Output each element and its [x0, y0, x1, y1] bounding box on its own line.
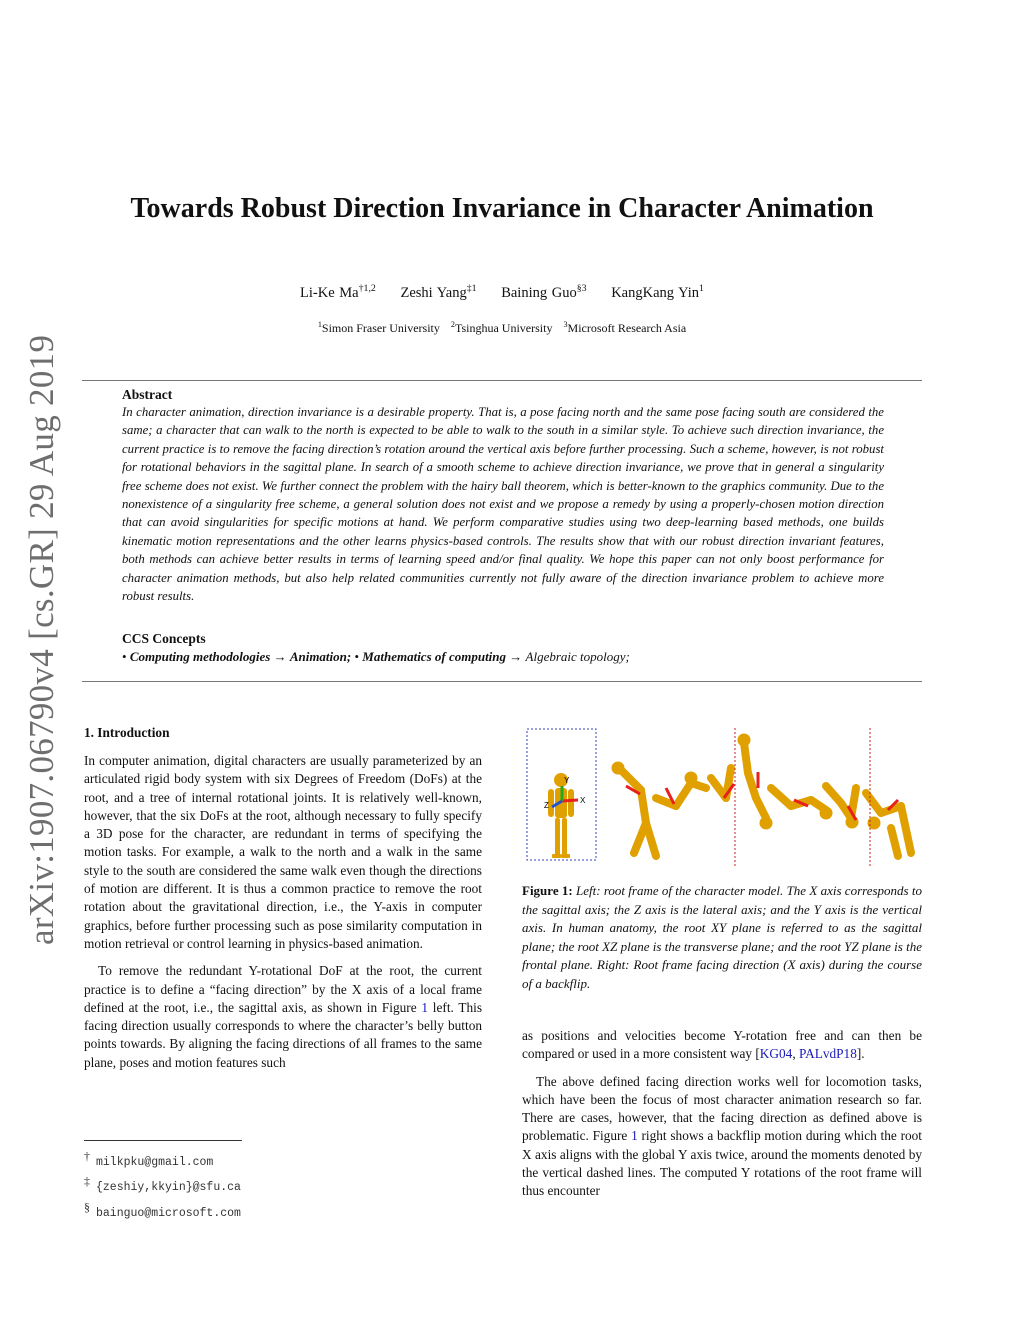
citation-link[interactable]: KG04	[759, 1046, 793, 1062]
right-column	[522, 1027, 922, 1201]
section-heading-introduction: 1. Introduction	[84, 725, 170, 740]
ccs-heading: CCS Concepts	[122, 631, 206, 646]
abstract-section	[122, 387, 884, 605]
intro-paragraph-1: In computer animation, digital characters are usually parameterized by an articulated rigid body system with six Degrees of Freedom (DoFs) at the root, and a tree of internal rotational joints. It is relatively well-known, however, that the six DoFs at the root, although necessary to fully specify a 3D pose for the character, are redundant in terms of specifying the motion tasks. For example, a walk to the north and a walk in the same style to the south are considered the same walk even though the directions of motion are different. It is thus a common practice to remove the root rotation about the gravitational direction, i.e., the Y-axis in computer graphics, before further processing such as pose similarity computation in motion retrieval or control learning in physics-based animation.	[84, 753, 482, 951]
arxiv-sidebar	[20, 334, 61, 945]
figure-1-illustration	[526, 728, 922, 868]
author: Zeshi Yang$^{\ddagger 1}$	[400, 283, 477, 301]
affiliation-list	[0, 320, 1004, 336]
footnote-divider	[84, 1140, 242, 1141]
left-column	[84, 752, 482, 1072]
intro-paragraph-2: To remove the redundant Y-rotational DoF at the root, the current practice is to define a “facing direction” by the X axis of a local frame defined at the root, i.e., the sagittal axis, as shown in Figure 1 left. This facing direction usually corresponds to where the character’s belly button points towards. By aligning the facing directions of all frames to the same plane, poses and motion features such	[84, 963, 482, 1070]
caption-label: Figure 1:	[522, 883, 573, 898]
paper-title: Towards Robust Direction Invariance in Character Animation	[130, 193, 874, 224]
ccs-section	[122, 631, 884, 665]
figure-ref-link[interactable]: 1	[631, 1128, 638, 1144]
footnote: † milkpku@gmail.com	[84, 1149, 214, 1169]
x-axis-arrow	[562, 800, 578, 801]
intro-paragraph-3: The above defined facing direction works well for locomotion tasks, which have been the focus of most character animation research so far. There are cases, however, that the facing direction as defined above is problematic. Figure 1 right shows a backflip motion during which the root X axis aligns with the global Y axis twice, around the moments denoted by the vertical dashed lines. The computed Y rotations of the root frame will thus encounter	[522, 1073, 922, 1199]
affiliation: $^1$Simon Fraser University	[317, 320, 440, 335]
standing-character	[548, 773, 574, 858]
axis-label-z: Z	[544, 801, 549, 810]
footnotes	[84, 1147, 484, 1223]
arxiv-id: arXiv:1907.06790v4 [cs.GR] 29 Aug 2019	[22, 334, 61, 945]
citation-link[interactable]: PALvdP18	[798, 1046, 857, 1062]
bottom-divider	[82, 681, 922, 682]
abstract-text: In character animation, direction invariance is a desirable property. That is, a pose facing north and the same pose facing south are considered the same; a character that can walk to the north is expected to be able to walk to the south in a similar style. To achieve such direction invariance, the current practice is to remove the facing direction’s rotation around the vertical axis before further processing. Such a scheme, however, is not robust for rotational behaviors in the sagittal plane. In search of a smooth scheme to achieve direction invariance, we prove that in general a singularity free scheme does not exist. We further connect the problem with the hairy ball theorem, which is better-known to the graphics community. Due to the nonexistence of a singularity free scheme, a general solution does not exist and we propose a remedy by using a properly-chosen motion direction that can avoid singularities for specific motions at hand. We perform comparative studies using two deep-learning based methods, one builds kinematic motion representations and the other learns physics-based controls. The results show that with our robust direction invariant features, both methods can achieve better results in terms of learning speed and/or final quality. We hope this paper can not only boost performance for character animation methods, but also help related communities currently not fully aware of the direction invariance problem to achieve more robust results.	[122, 405, 884, 604]
author: KangKang Yin$^1$	[611, 283, 704, 301]
axis-label-x: X	[580, 796, 586, 805]
ccs-concepts: • Computing methodologies → Animation; • Mathematics of computing → Algebraic topology;	[122, 649, 630, 664]
affiliation: $^2$Tsinghua University	[450, 320, 553, 335]
figure-1	[526, 728, 922, 868]
abstract-heading: Abstract	[122, 387, 173, 402]
axis-label-y: Y	[564, 776, 570, 785]
figure-ref-link[interactable]: 1	[421, 999, 429, 1015]
figure-1-caption	[522, 882, 922, 994]
author: Li-Ke Ma$^{\dagger 1,2}$	[300, 283, 376, 301]
top-divider	[82, 380, 922, 381]
intro-paragraph-2-cont: as positions and velocities become Y-rotation free and can then be compared or used in a more consistent way [KG04, PALvdP18].	[522, 1028, 922, 1062]
author: Baining Guo$^{\S 3}$	[501, 283, 587, 301]
affiliation: $^3$Microsoft Research Asia	[563, 320, 687, 335]
backflip-sequence	[612, 734, 911, 856]
footnote: ‡ {zeshiy,kkyin}@sfu.ca	[84, 1174, 241, 1195]
footnote: § bainguo@microsoft.com	[84, 1199, 241, 1220]
caption-text: Left: root frame of the character model. The X axis corresponds to the sagittal axis; the Z axis is the lateral axis; and the Y axis is the vertical axis. In human anatomy, the root XY plane is referred to as the sagittal plane; the root XZ plane is the transverse plane; and the root YZ plane is the frontal plane. Right: Root frame facing direction (X axis) during the course of a backflip.	[522, 883, 922, 991]
author-list	[0, 283, 1004, 302]
